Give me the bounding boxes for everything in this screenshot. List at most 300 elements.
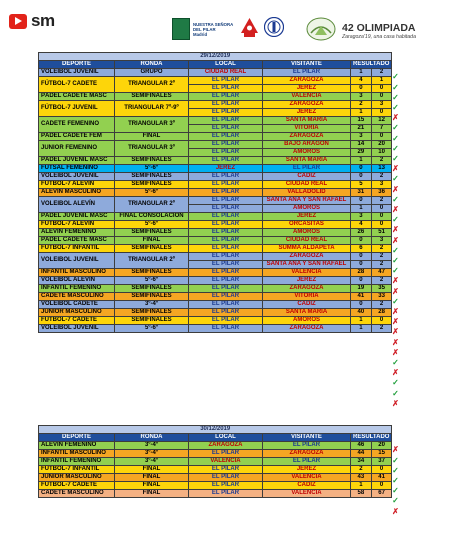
- table-row: [39, 221, 392, 229]
- visitor-cell: EL PILAR: [263, 458, 351, 466]
- table-row: [39, 117, 392, 125]
- score-local: 0: [351, 277, 372, 285]
- score-local: 43: [351, 474, 372, 482]
- score-visitor: 35: [371, 285, 392, 293]
- round-cell: 5º-6º: [115, 221, 189, 229]
- score-visitor: 20: [371, 442, 392, 450]
- score-visitor: 0: [371, 93, 392, 101]
- table-row: [39, 181, 392, 189]
- local-cell: EL PILAR: [189, 93, 263, 101]
- score-local: 0: [351, 197, 372, 205]
- round-cell: SEMIFINALES: [115, 285, 189, 293]
- round-cell: SEMIFINALES: [115, 309, 189, 317]
- check-icon: ✓: [392, 486, 399, 496]
- check-icon: ✓: [392, 455, 399, 465]
- sport-cell: PÁDEL CADETE MASC: [39, 237, 115, 245]
- cross-icon: ✗: [392, 113, 399, 123]
- sport-cell: PÁDEL JUVENIL MASC: [39, 157, 115, 165]
- score-local: 0: [351, 253, 372, 261]
- local-cell: EL PILAR: [189, 474, 263, 482]
- check-icon: ✓: [392, 72, 399, 82]
- play-icon: [9, 14, 27, 29]
- cross-icon: ✗: [392, 276, 399, 286]
- score-visitor: 2: [371, 277, 392, 285]
- check-icon: ✓: [392, 465, 399, 475]
- check-icon: ✓: [392, 143, 399, 153]
- check-icon: ✓: [392, 358, 399, 367]
- score-visitor: 47: [371, 269, 392, 277]
- local-cell: EL PILAR: [189, 189, 263, 197]
- round-cell: FINAL: [115, 237, 189, 245]
- sm-logo: [9, 11, 55, 31]
- visitor-cell: JEREZ: [263, 109, 351, 117]
- sport-cell: CADETE FEMENINO: [39, 117, 115, 133]
- round-cell: 3º-4º: [115, 458, 189, 466]
- table-row: [39, 165, 392, 173]
- visitor-cell: CIUDAD REAL: [263, 237, 351, 245]
- local-cell: EL PILAR: [189, 197, 263, 205]
- score-local: 31: [351, 189, 372, 197]
- blue-crest-icon: [264, 17, 284, 37]
- local-cell: EL PILAR: [189, 482, 263, 490]
- date-cell: 29/12/2019: [39, 53, 392, 61]
- sport-cell: ALEVÍN FEMENINO: [39, 442, 115, 450]
- sport-cell: CADETE MASCULINO: [39, 293, 115, 301]
- schedule-table-29-12: [38, 52, 392, 333]
- cross-icon: ✗: [392, 347, 399, 357]
- round-cell: 3º-4º: [115, 442, 189, 450]
- table-row: [39, 197, 392, 205]
- sport-cell: INFANTIL FEMENINO: [39, 458, 115, 466]
- sport-cell: PÁDEL CADETE MASC: [39, 93, 115, 101]
- sport-cell: FÚTBOL-7 ALEVÍN: [39, 221, 115, 229]
- local-cell: EL PILAR: [189, 149, 263, 157]
- score-local: 41: [351, 293, 372, 301]
- cross-icon: ✗: [392, 235, 399, 245]
- pilar-logo-line: NUESTRA SEÑORA: [193, 21, 234, 27]
- round-cell: SEMIFINALES: [115, 293, 189, 301]
- score-local: 58: [351, 490, 372, 498]
- score-visitor: 2: [371, 261, 392, 269]
- red-emblem-icon: [241, 18, 258, 37]
- round-cell: FINAL CONSOLACIÓN: [115, 213, 189, 221]
- score-visitor: 2: [371, 69, 392, 77]
- sport-cell: VOLEIBOL JUVENIL: [39, 173, 115, 181]
- table-row: [39, 466, 392, 474]
- local-cell: EL PILAR: [189, 293, 263, 301]
- score-local: 3: [351, 213, 372, 221]
- score-local: 44: [351, 450, 372, 458]
- sport-cell: VOLEIBOL JUVENIL: [39, 69, 115, 77]
- cross-icon: ✗: [392, 184, 399, 194]
- visitor-cell: ZARAGOZA: [263, 253, 351, 261]
- sport-cell: FUTSAL FEMENINO: [39, 165, 115, 173]
- score-local: 1: [351, 325, 372, 333]
- check-icon: ✓: [392, 476, 399, 485]
- visitor-cell: VALENCIA: [263, 474, 351, 482]
- visitor-cell: EL PILAR: [263, 442, 351, 450]
- olimpiada-title: 42 OLIMPIADA: [342, 22, 416, 34]
- score-visitor: 0: [371, 109, 392, 117]
- visitor-cell: AMORÓS: [263, 149, 351, 157]
- score-local: 19: [351, 285, 372, 293]
- visitor-cell: VALENCIA: [263, 269, 351, 277]
- olimpiada-subtitle: Zaragoza'19, una casa habitada: [342, 34, 416, 40]
- round-cell: TRIANGULAR 7º-9º: [115, 101, 189, 117]
- local-cell: EL PILAR: [189, 277, 263, 285]
- local-cell: EL PILAR: [189, 141, 263, 149]
- visitor-cell: SANTA ANA Y SAN RAFAEL: [263, 261, 351, 269]
- round-cell: SEMIFINALES: [115, 173, 189, 181]
- round-cell: SEMIFINALES: [115, 317, 189, 325]
- visitor-cell: ZARAGOZA: [263, 325, 351, 333]
- table-row: [39, 157, 392, 165]
- score-local: 0: [351, 261, 372, 269]
- score-local: 26: [351, 229, 372, 237]
- local-cell: EL PILAR: [189, 133, 263, 141]
- visitor-cell: ZARAGOZA: [263, 450, 351, 458]
- table-row: [39, 442, 392, 450]
- sport-cell: FÚTBOL-7 CADETE: [39, 482, 115, 490]
- round-cell: SEMIFINALES: [115, 157, 189, 165]
- score-local: 1: [351, 109, 372, 117]
- cross-icon: ✗: [392, 205, 399, 214]
- local-cell: EL PILAR: [189, 245, 263, 253]
- local-cell: EL PILAR: [189, 125, 263, 133]
- score-local: 14: [351, 141, 372, 149]
- table-row: [39, 450, 392, 458]
- local-cell: EL PILAR: [189, 490, 263, 498]
- sport-cell: ALEVÍN MASCULINO: [39, 189, 115, 197]
- score-visitor: 0: [371, 482, 392, 490]
- cross-icon: ✗: [392, 164, 399, 174]
- score-local: 1: [351, 205, 372, 213]
- score-visitor: 33: [371, 293, 392, 301]
- sport-cell: JUNIOR MASCULINO: [39, 474, 115, 482]
- score-local: 2: [351, 466, 372, 474]
- check-icon: ✓: [392, 496, 399, 506]
- score-local: 34: [351, 458, 372, 466]
- score-visitor: 12: [371, 117, 392, 125]
- score-local: 6: [351, 245, 372, 253]
- score-visitor: 2: [371, 173, 392, 181]
- sport-cell: VOLEIBOL ALEVÍN: [39, 277, 115, 285]
- cross-icon: ✗: [392, 307, 399, 316]
- local-cell: EL PILAR: [189, 85, 263, 93]
- round-cell: FINAL: [115, 133, 189, 141]
- visitor-cell: SANTA MARÍA: [263, 309, 351, 317]
- score-visitor: 36: [371, 189, 392, 197]
- score-visitor: 28: [371, 309, 392, 317]
- sport-cell: VOLEIBOL CADETE: [39, 301, 115, 309]
- table-row: [39, 133, 392, 141]
- sport-cell: VOLEIBOL ALEVÍN: [39, 197, 115, 213]
- score-local: 29: [351, 149, 372, 157]
- table-row: [39, 458, 392, 466]
- score-visitor: 2: [371, 157, 392, 165]
- round-cell: SEMIFINALES: [115, 269, 189, 277]
- round-cell: TRIANGULAR 3º: [115, 117, 189, 133]
- check-icon: ✓: [392, 194, 399, 204]
- score-visitor: 0: [371, 317, 392, 325]
- score-visitor: 1: [371, 77, 392, 85]
- table-row: [39, 101, 392, 109]
- local-cell: EL PILAR: [189, 77, 263, 85]
- score-visitor: 3: [371, 101, 392, 109]
- score-visitor: 0: [371, 85, 392, 93]
- score-visitor: 20: [371, 141, 392, 149]
- table-row: [39, 482, 392, 490]
- score-local: 0: [351, 301, 372, 309]
- local-cell: EL PILAR: [189, 173, 263, 181]
- local-cell: EL PILAR: [189, 229, 263, 237]
- column-header: VISITANTE: [263, 434, 351, 442]
- score-local: 3: [351, 93, 372, 101]
- table-row: [39, 245, 392, 253]
- check-icon: ✓: [392, 256, 399, 265]
- table-row: [39, 269, 392, 277]
- column-header: RESULTADO: [351, 61, 392, 69]
- local-cell: EL PILAR: [189, 101, 263, 109]
- visitor-cell: ORCASITAS: [263, 221, 351, 229]
- table-row: [39, 301, 392, 309]
- visitor-cell: SANTA ANA Y SAN RAFAEL: [263, 197, 351, 205]
- date-row: [39, 53, 392, 61]
- round-cell: TRIANGULAR 2º: [115, 77, 189, 93]
- date-cell: 30/12/2019: [39, 426, 392, 434]
- score-local: 1: [351, 317, 372, 325]
- score-visitor: 2: [371, 325, 392, 333]
- table-row: [39, 317, 392, 325]
- sport-cell: INFANTIL FEMENINO: [39, 285, 115, 293]
- pilar-logo-line: Madrid: [193, 31, 208, 37]
- local-cell: EL PILAR: [189, 117, 263, 125]
- visitor-cell: VALENCIA: [263, 93, 351, 101]
- header-row: [39, 434, 392, 442]
- local-cell: EL PILAR: [189, 450, 263, 458]
- round-cell: 5º-6º: [115, 325, 189, 333]
- local-cell: EL PILAR: [189, 309, 263, 317]
- local-cell: EL PILAR: [189, 325, 263, 333]
- round-cell: FINAL: [115, 474, 189, 482]
- score-visitor: 0: [371, 466, 392, 474]
- visitor-cell: SANTA MARÍA: [263, 157, 351, 165]
- check-icon: ✓: [392, 296, 399, 306]
- round-cell: SEMIFINALES: [115, 181, 189, 189]
- visitor-cell: JEREZ: [263, 277, 351, 285]
- column-header: LOCAL: [189, 434, 263, 442]
- check-icon: ✓: [392, 174, 399, 184]
- table-row: [39, 93, 392, 101]
- table-row: [39, 173, 392, 181]
- visitor-cell: ZARAGOZA: [263, 285, 351, 293]
- check-icon: ✓: [392, 215, 399, 225]
- check-icon: ✓: [392, 378, 399, 388]
- score-visitor: 2: [371, 301, 392, 309]
- round-cell: TRIANGULAR 3º: [115, 141, 189, 157]
- local-cell: EL PILAR: [189, 237, 263, 245]
- pilar-logo-line: DEL PILAR: [193, 26, 216, 32]
- sport-cell: JUNIOR FEMENINO: [39, 141, 115, 157]
- visitor-cell: VITORIA: [263, 125, 351, 133]
- visitor-cell: AMORÓS: [263, 229, 351, 237]
- visitor-cell: AMORÓS: [263, 205, 351, 213]
- local-cell: EL PILAR: [189, 221, 263, 229]
- check-icon: ✓: [392, 92, 399, 102]
- visitor-cell: VITORIA: [263, 293, 351, 301]
- visitor-cell: AMORÓS: [263, 317, 351, 325]
- round-cell: TRIANGULAR 2º: [115, 253, 189, 269]
- table-row: [39, 213, 392, 221]
- cross-icon: ✗: [392, 445, 399, 455]
- sport-cell: INFANTIL MASCULINO: [39, 450, 115, 458]
- column-header: RESULTADO: [351, 434, 392, 442]
- score-visitor: 15: [371, 450, 392, 458]
- visitor-cell: EL PILAR: [263, 69, 351, 77]
- visitor-cell: JEREZ: [263, 466, 351, 474]
- visitor-cell: CÁDIZ: [263, 173, 351, 181]
- table-row: [39, 77, 392, 85]
- table-row: [39, 277, 392, 285]
- table-row: [39, 309, 392, 317]
- local-cell: EL PILAR: [189, 205, 263, 213]
- visitor-cell: JEREZ: [263, 85, 351, 93]
- score-visitor: 0: [371, 213, 392, 221]
- column-header: VISITANTE: [263, 61, 351, 69]
- score-visitor: 0: [371, 221, 392, 229]
- score-visitor: 2: [371, 197, 392, 205]
- check-icon: ✓: [392, 154, 399, 163]
- sport-cell: ALEVÍN FEMENINO: [39, 229, 115, 237]
- visitor-cell: ZARAGOZA: [263, 77, 351, 85]
- score-visitor: 0: [371, 133, 392, 141]
- score-local: 3: [351, 133, 372, 141]
- score-visitor: 67: [371, 490, 392, 498]
- visitor-cell: CÁDIZ: [263, 301, 351, 309]
- cross-icon: ✗: [392, 368, 399, 378]
- pilar-logo-text: [193, 22, 233, 37]
- visitor-cell: CÁDIZ: [263, 482, 351, 490]
- score-visitor: 0: [371, 205, 392, 213]
- sport-cell: FÚTBOL-7 CADETE: [39, 317, 115, 325]
- round-cell: SEMIFINALES: [115, 245, 189, 253]
- sport-cell: VOLEIBOL JUVENIL: [39, 253, 115, 269]
- score-local: 21: [351, 125, 372, 133]
- local-cell: EL PILAR: [189, 466, 263, 474]
- score-local: 0: [351, 237, 372, 245]
- pilar-emblem-icon: [172, 18, 190, 40]
- header-row: [39, 61, 392, 69]
- score-visitor: 3: [371, 237, 392, 245]
- column-header: RONDA: [115, 434, 189, 442]
- column-header: DEPORTE: [39, 61, 115, 69]
- local-cell: EL PILAR: [189, 285, 263, 293]
- check-icon: ✓: [392, 388, 399, 398]
- score-visitor: 3: [371, 181, 392, 189]
- score-local: 1: [351, 157, 372, 165]
- score-visitor: 37: [371, 458, 392, 466]
- score-local: 40: [351, 309, 372, 317]
- date-row: [39, 426, 392, 434]
- local-cell: CIUDAD REAL: [189, 69, 263, 77]
- table-row: [39, 325, 392, 333]
- local-cell: EL PILAR: [189, 213, 263, 221]
- visitor-cell: EL PILAR: [263, 165, 351, 173]
- visitor-cell: SANTA MARÍA: [263, 117, 351, 125]
- sport-cell: FÚTBOL-7 JUVENIL: [39, 101, 115, 117]
- local-cell: ZARAGOZA: [189, 442, 263, 450]
- score-local: 5: [351, 181, 372, 189]
- sport-cell: VOLEIBOL JUVENIL: [39, 325, 115, 333]
- check-icon: ✓: [392, 123, 399, 133]
- visitor-cell: VALLADOLID: [263, 189, 351, 197]
- round-cell: FINAL: [115, 482, 189, 490]
- score-local: 0: [351, 85, 372, 93]
- score-visitor: 2: [371, 253, 392, 261]
- round-cell: FINAL: [115, 490, 189, 498]
- local-cell: EL PILAR: [189, 269, 263, 277]
- score-local: 15: [351, 117, 372, 125]
- cross-icon: ✗: [392, 398, 399, 408]
- round-cell: 5º-6º: [115, 165, 189, 173]
- table-row: [39, 293, 392, 301]
- round-cell: SEMIFINALES: [115, 93, 189, 101]
- visitor-cell: ZARAGOZA: [263, 101, 351, 109]
- cross-icon: ✗: [392, 506, 399, 516]
- score-visitor: 7: [371, 125, 392, 133]
- round-cell: TRIANGULAR 2º: [115, 197, 189, 213]
- column-header: LOCAL: [189, 61, 263, 69]
- score-visitor: 2: [371, 245, 392, 253]
- sm-logo-text: sm: [31, 11, 55, 30]
- local-cell: EL PILAR: [189, 301, 263, 309]
- sport-cell: FÚTBOL-7 INFANTIL: [39, 245, 115, 253]
- table-row: [39, 229, 392, 237]
- sport-cell: PÁDEL JUVENIL MASC: [39, 213, 115, 221]
- visitor-cell: ZARAGOZA: [263, 133, 351, 141]
- score-local: 1: [351, 482, 372, 490]
- nuestra-senora-del-pilar-logo: [172, 18, 233, 40]
- score-local: 0: [351, 165, 372, 173]
- local-cell: EL PILAR: [189, 261, 263, 269]
- score-visitor: 10: [371, 149, 392, 157]
- page-header: [0, 0, 450, 42]
- sport-cell: CADETE MASCULINO: [39, 490, 115, 498]
- check-icon: ✓: [392, 245, 399, 255]
- round-cell: FINAL: [115, 466, 189, 474]
- score-local: 4: [351, 77, 372, 85]
- sport-cell: JUNIOR MASCULINO: [39, 309, 115, 317]
- local-cell: EL PILAR: [189, 253, 263, 261]
- sport-cell: FÚTBOL-7 INFANTIL: [39, 466, 115, 474]
- check-icon: ✓: [392, 133, 399, 143]
- cross-icon: ✗: [392, 317, 399, 327]
- visitor-cell: BAJO ARAGÓN: [263, 141, 351, 149]
- score-local: 28: [351, 269, 372, 277]
- round-cell: 5º-6º: [115, 189, 189, 197]
- sport-cell: FÚTBOL-7 CADETE: [39, 77, 115, 93]
- check-icon: ✓: [392, 103, 399, 112]
- sport-cell: PÁDEL CADETE FEM: [39, 133, 115, 141]
- local-cell: EL PILAR: [189, 317, 263, 325]
- score-visitor: 13: [371, 165, 392, 173]
- score-local: 2: [351, 101, 372, 109]
- round-cell: 3º-4º: [115, 301, 189, 309]
- score-local: 46: [351, 442, 372, 450]
- column-header: DEPORTE: [39, 434, 115, 442]
- table-row: [39, 69, 392, 77]
- visitor-cell: SUMMA ALDAPETA: [263, 245, 351, 253]
